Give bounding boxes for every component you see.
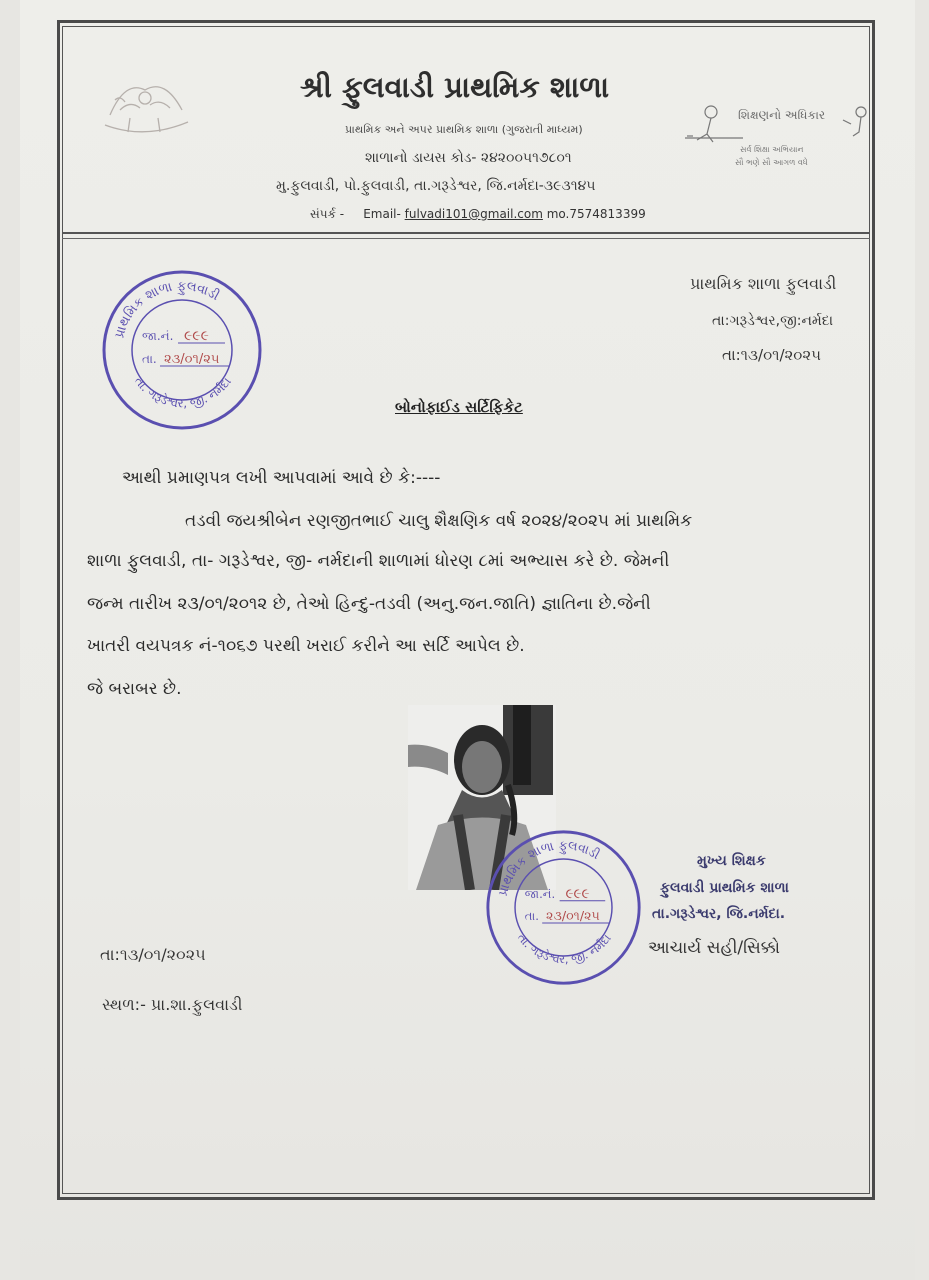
footer-place: સ્થળ:- પ્રા.શા.ફુલવાડી xyxy=(102,995,243,1014)
mobile-number: mo.7574813399 xyxy=(546,207,646,221)
certificate-line-1: તડવી જયશ્રીબેન રણજીતભાઈ ચાલુ શૈક્ષણિક વર્ષ ૨૦૨૪/૨૦૨૫ માં પ્રાથમિક xyxy=(185,511,693,531)
svg-text:તા. ગરૂડેશ્વર, જી. નર્મદા xyxy=(515,931,614,966)
signature-school: ફુલવાડી પ્રાથમિક શાળા xyxy=(660,880,789,896)
recipient-taluka: તા:ગરૂડેશ્વર,જી:નર્મદા xyxy=(712,313,834,329)
school-title: શ્રી ફુલવાડી પ્રાથમિક શાળા xyxy=(300,70,610,104)
email-link[interactable]: fulvadi101@gmail.com xyxy=(404,207,543,221)
stamp-ring-text: પ્રાથમિક શાળા ફુલવાડી xyxy=(494,837,603,898)
certificate-line-4: ખાતરી વયપત્રક નં-૧૦૬૭ પરથી ખરાઈ કરીને આ સર્ટિ આપેલ છે. xyxy=(87,636,525,656)
stamp-no-value: ૯૯૯ xyxy=(184,328,209,344)
certificate-line-2: શાળા ફુલવાડી, તા- ગરૂડેશ્વર, જી- નર્મદાની શાળામાં ધોરણ ૮માં અભ્યાસ કરે છે. જેમની xyxy=(87,551,670,571)
signature-label: આચાર્ય સહી/સિક્કો xyxy=(648,938,781,958)
email-label: Email- xyxy=(363,207,401,221)
stamp-date-label: તા. xyxy=(524,909,539,924)
stamp-ring-bottom: તા. ગરૂડેશ્વર, જી. નર્મદા xyxy=(131,374,234,411)
rte-logo-line1: સર્વ શિક્ષા અભિયાન xyxy=(740,145,804,154)
school-stamp-top xyxy=(100,268,265,433)
rte-logo-line2: સૌ ભણે સૌ આગળ વધે xyxy=(735,158,808,167)
school-stamp-bottom xyxy=(484,828,644,988)
certificate-line-3: જન્મ તારીખ ૨૩/૦૧/૨૦૧૨ છે, તેઓ હિન્દુ-તડવી (અનુ.જન.જાતિ) જ્ઞાતિના છે.જેની xyxy=(87,594,651,614)
stamp-no-label: જા.નં. xyxy=(524,886,556,901)
rte-logo-title: શિક્ષણનો અધિકાર xyxy=(738,108,826,122)
recipient-date: તા:૧૩/૦૧/૨૦૨૫ xyxy=(722,346,821,364)
certificate-title: બોનોફાઈડ સર્ટિફિકેટ xyxy=(395,398,523,416)
stamp-date-value: ૨૩/૦૧/૨૫ xyxy=(546,908,600,924)
header-divider xyxy=(62,232,870,234)
certificate-line-5: જે બરાબર છે. xyxy=(87,679,182,699)
school-logo-icon xyxy=(90,60,200,150)
dise-code: શાળાનો ડાયસ કોડ- ૨૪૨૦૦૫૧૭૮૦૧ xyxy=(365,150,572,166)
footer-date: તા:૧૩/૦૧/૨૦૨૫ xyxy=(100,945,206,964)
certificate-intro: આથી પ્રમાણપત્ર લખી આપવામાં આવે છે કે:---- xyxy=(122,468,441,488)
signature-designation: મુખ્ય શિક્ષક xyxy=(697,853,766,869)
contact-label: સંપર્ક - xyxy=(310,207,345,221)
recipient-school: પ્રાથમિક શાળા ફુલવાડી xyxy=(690,274,837,293)
stamp-no-label: જા.નં. xyxy=(142,329,174,343)
stamp-ring-bottom: તા. ગરૂડેશ્વર, જી. નર્મદા xyxy=(514,930,614,967)
header-divider-thin xyxy=(62,238,870,239)
school-address: મુ.ફુલવાડી, પો.ફુલવાડી, તા.ગરૂડેશ્વર, જિ.નર્મદા-૩૯૩૧૪૫ xyxy=(276,178,596,194)
signature-taluka: તા.ગરૂડેશ્વર, જિ.નર્મદા. xyxy=(652,906,786,922)
school-subtitle: પ્રાથમિક અને અપર પ્રાથમિક શાળા (ગુજરાતી માધ્યમ) xyxy=(345,123,583,136)
contact-line xyxy=(310,207,646,222)
stamp-ring-text: પ્રાથમિક શાળા ફુલવાડી xyxy=(112,278,222,340)
stamp-date-label: તા. xyxy=(142,352,157,366)
svg-text:તા. ગરૂડેશ્વર, જી. નર્મદા xyxy=(132,374,234,410)
stamp-no-value: ૯૯૯ xyxy=(565,885,590,902)
stamp-date-value: ૨૩/૦૧/૨૫ xyxy=(164,352,220,367)
